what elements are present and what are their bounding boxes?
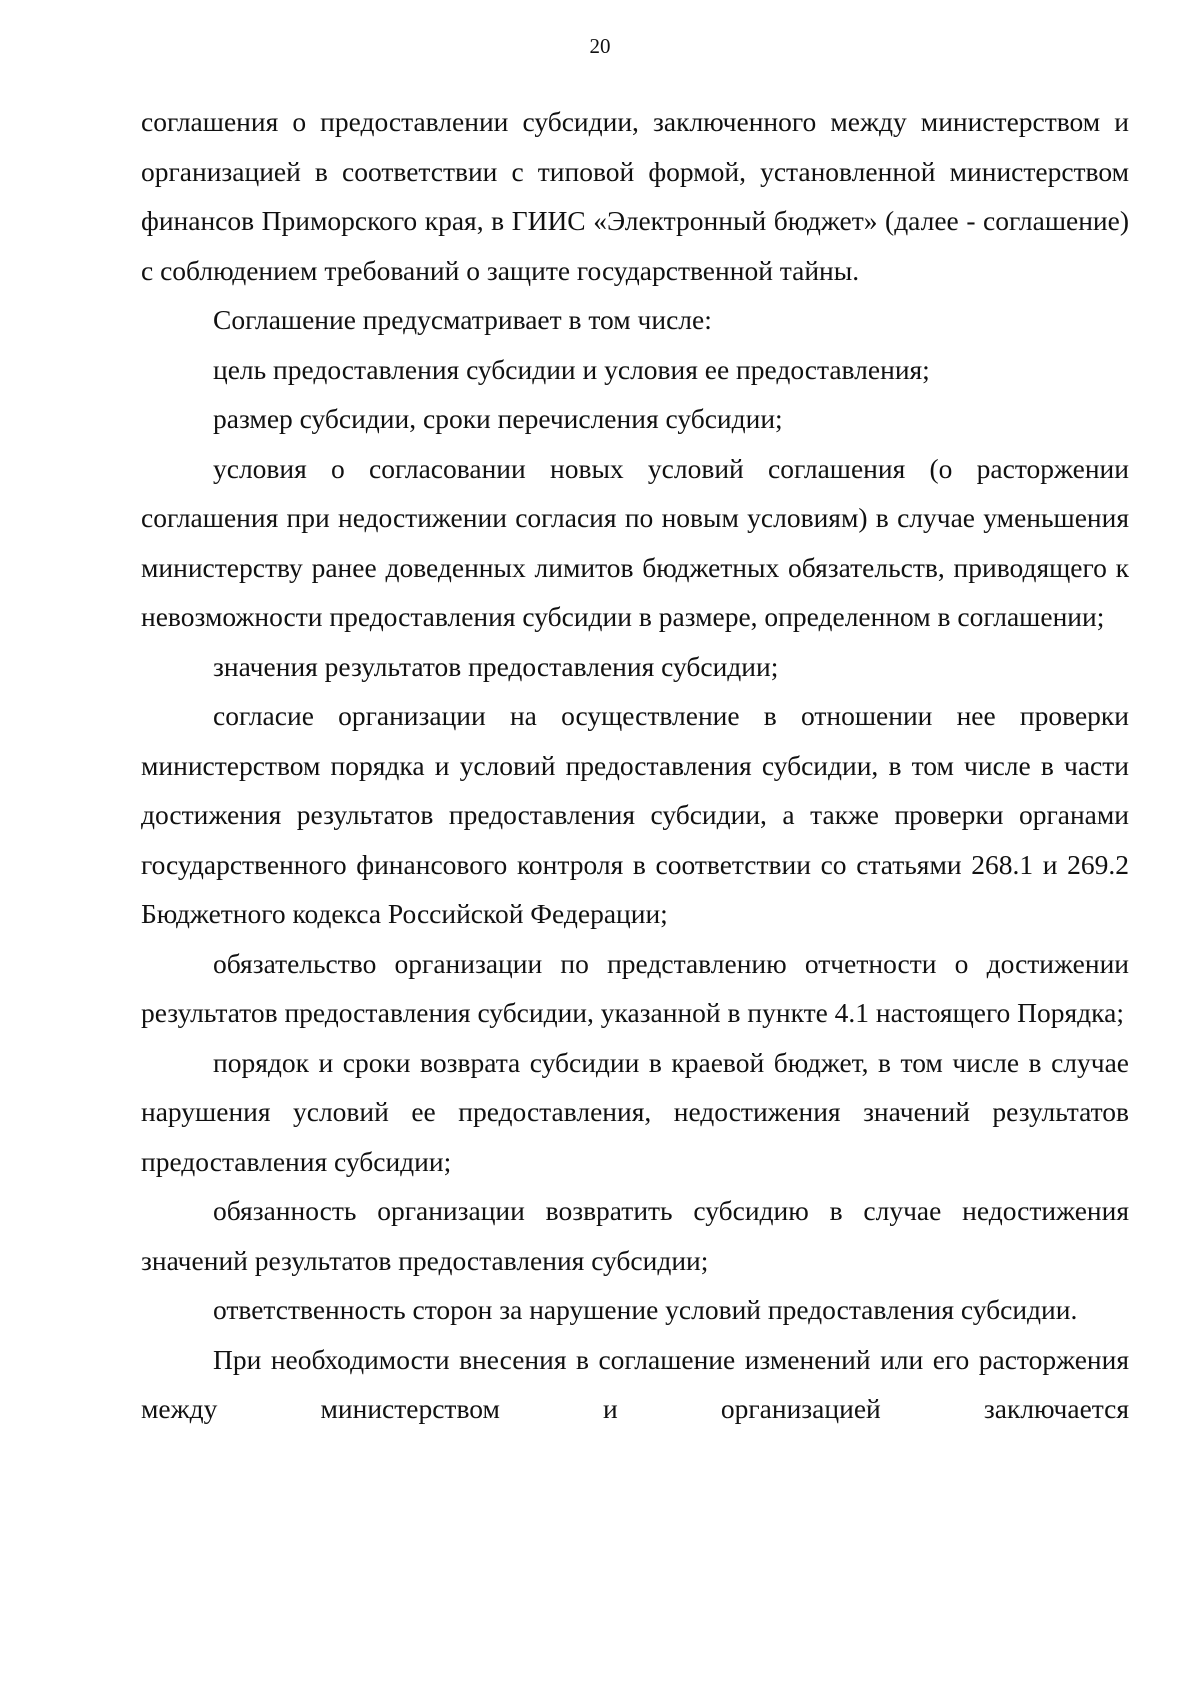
paragraph-amendments: При необходимости внесения в соглашение изменений или его расторжения между министерством и организацией заключается	[141, 1343, 1129, 1424]
paragraph-return-obligation: обязанность организации возвратить субсидию в случае недостижения значений результатов предоставления субсидии;	[141, 1195, 1129, 1276]
paragraph-agreement-conclusion: соглашения о предоставлении субсидии, заключенного между министерством и организацией в соответствии с типовой формой, установленной министерством финансов Приморского края, в ГИИС «Электронный бюджет» (далее - соглашение) с соблюдением требований о защите государственной тайны.	[141, 106, 1129, 286]
paragraph-agreement-provides: Соглашение предусматривает в том числе:	[213, 304, 712, 335]
paragraph-result-values: значения результатов предоставления субсидии;	[213, 650, 779, 682]
paragraph-new-conditions: условия о согласовании новых условий соглашения (о расторжении соглашения при недостижении согласия по новым условиям) в случае уменьшения министерству ранее доведенных лимитов бюджетных обязательств, приводящего к невозможности предоставления субсидии в размере, определенном в соглашении;	[141, 452, 1129, 632]
page-number: 20	[589, 34, 611, 58]
paragraph-inspection-consent: согласие организации на осуществление в отношении нее проверки министерством порядка и условий предоставления субсидии, в том числе в части достижения результатов предоставления субсидии, а также проверки органами государственного финансового контроля в соответствии со статьями 268.1 и 269.2 Бюджетного кодекса Российской Федерации;	[141, 700, 1129, 929]
paragraph-return-procedure: порядок и сроки возврата субсидии в краевой бюджет, в том числе в случае нарушения условий ее предоставления, недостижения значений результатов предоставления субсидии;	[141, 1046, 1129, 1177]
document-body	[141, 97, 1129, 1434]
paragraph-subsidy-purpose: цель предоставления субсидии и условия ее предоставления;	[213, 353, 930, 385]
paragraph-reporting-obligation: обязательство организации по представлению отчетности о достижении результатов предоставления субсидии, указанной в пункте 4.1 настоящего Порядка;	[141, 947, 1129, 1028]
paragraph-parties-responsibility: ответственность сторон за нарушение условий предоставления субсидии.	[213, 1294, 1078, 1325]
paragraph-subsidy-amount: размер субсидии, сроки перечисления субсидии;	[213, 403, 783, 434]
